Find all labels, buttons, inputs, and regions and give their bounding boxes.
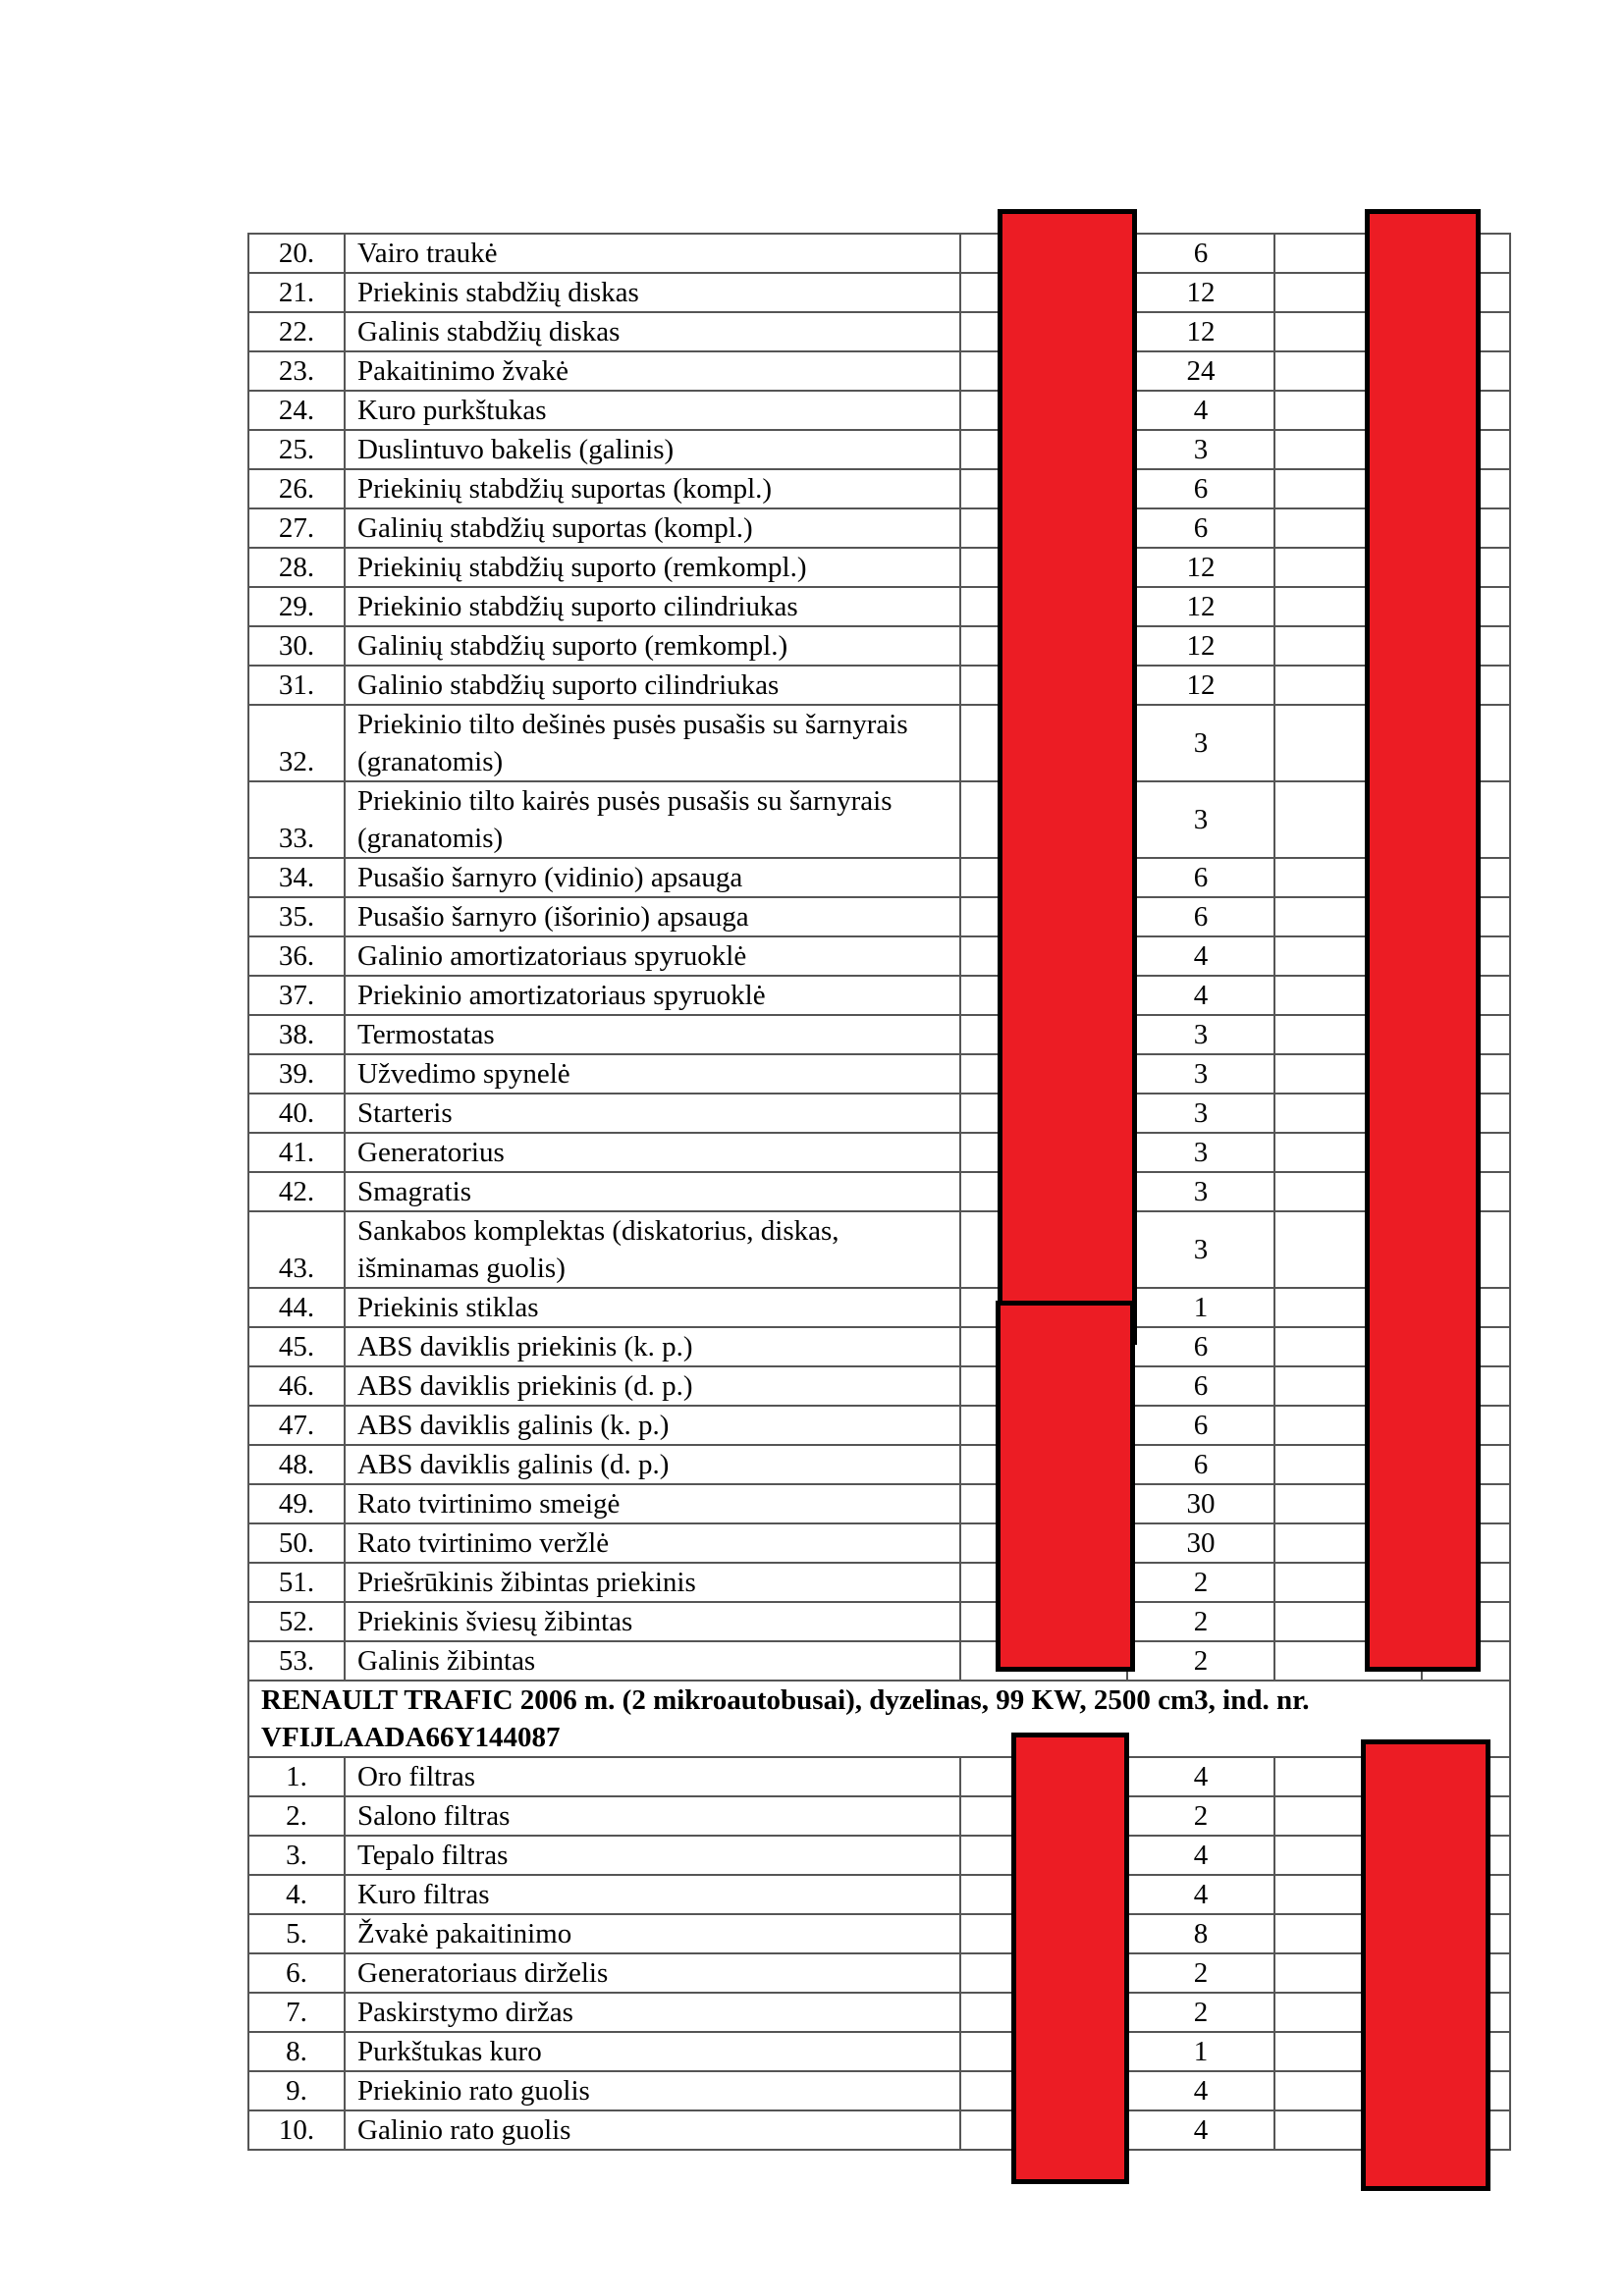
table-row — [248, 273, 1510, 312]
row-number: 39. — [248, 1054, 345, 1094]
table-row — [248, 705, 1510, 781]
part-name: Priekinio tilto dešinės pusės pusašis su šarnyrais (granatomis) — [345, 705, 960, 781]
table-row — [248, 430, 1510, 469]
section-heading-row — [248, 1681, 1510, 1757]
parts-table-body — [248, 234, 1510, 2150]
quantity: 12 — [1127, 587, 1274, 626]
row-number: 40. — [248, 1094, 345, 1133]
row-number: 47. — [248, 1406, 345, 1445]
quantity: 4 — [1127, 1836, 1274, 1875]
part-name: Priešrūkinis žibintas priekinis — [345, 1563, 960, 1602]
row-number: 22. — [248, 312, 345, 351]
row-number: 10. — [248, 2110, 345, 2150]
part-name: Oro filtras — [345, 1757, 960, 1796]
row-number: 2. — [248, 1796, 345, 1836]
redaction-box — [996, 1301, 1135, 1672]
part-name: Vairo traukė — [345, 234, 960, 273]
table-row — [248, 936, 1510, 976]
row-number: 3. — [248, 1836, 345, 1875]
row-number: 35. — [248, 897, 345, 936]
quantity: 6 — [1127, 897, 1274, 936]
part-name: Smagratis — [345, 1172, 960, 1211]
table-row — [248, 1602, 1510, 1641]
quantity: 3 — [1127, 705, 1274, 781]
part-name: Starteris — [345, 1094, 960, 1133]
table-row — [248, 1953, 1510, 1993]
quantity: 2 — [1127, 1602, 1274, 1641]
row-number: 43. — [248, 1211, 345, 1288]
quantity: 12 — [1127, 548, 1274, 587]
row-number: 51. — [248, 1563, 345, 1602]
table-row — [248, 1211, 1510, 1288]
quantity: 4 — [1127, 1757, 1274, 1796]
table-row — [248, 508, 1510, 548]
table-row — [248, 1484, 1510, 1523]
table-row — [248, 1406, 1510, 1445]
row-number: 48. — [248, 1445, 345, 1484]
table-row — [248, 1288, 1510, 1327]
part-name: Priekinių stabdžių suportas (kompl.) — [345, 469, 960, 508]
quantity: 12 — [1127, 666, 1274, 705]
part-name: Kuro purkštukas — [345, 391, 960, 430]
row-number: 7. — [248, 1993, 345, 2032]
table-row — [248, 1993, 1510, 2032]
quantity: 6 — [1127, 1366, 1274, 1406]
table-row — [248, 1523, 1510, 1563]
quantity: 12 — [1127, 273, 1274, 312]
quantity: 2 — [1127, 1641, 1274, 1681]
quantity: 3 — [1127, 430, 1274, 469]
part-name: ABS daviklis galinis (d. p.) — [345, 1445, 960, 1484]
row-number: 29. — [248, 587, 345, 626]
row-number: 34. — [248, 858, 345, 897]
part-name: ABS daviklis priekinis (d. p.) — [345, 1366, 960, 1406]
row-number: 44. — [248, 1288, 345, 1327]
quantity: 2 — [1127, 1563, 1274, 1602]
table-row — [248, 1094, 1510, 1133]
quantity: 6 — [1127, 1445, 1274, 1484]
row-number: 32. — [248, 705, 345, 781]
part-name: Sankabos komplektas (diskatorius, diskas, išminamas guolis) — [345, 1211, 960, 1288]
row-number: 8. — [248, 2032, 345, 2071]
table-row — [248, 2110, 1510, 2150]
redaction-box — [998, 209, 1137, 1345]
quantity: 6 — [1127, 858, 1274, 897]
table-row — [248, 1796, 1510, 1836]
part-name: Priekinis stabdžių diskas — [345, 273, 960, 312]
row-number: 26. — [248, 469, 345, 508]
row-number: 31. — [248, 666, 345, 705]
part-name: Galinis stabdžių diskas — [345, 312, 960, 351]
row-number: 20. — [248, 234, 345, 273]
table-row — [248, 2071, 1510, 2110]
table-row — [248, 1836, 1510, 1875]
part-name: Kuro filtras — [345, 1875, 960, 1914]
table-row — [248, 1054, 1510, 1094]
row-number: 27. — [248, 508, 345, 548]
quantity: 6 — [1127, 1406, 1274, 1445]
table-row — [248, 1133, 1510, 1172]
quantity: 3 — [1127, 1054, 1274, 1094]
quantity: 2 — [1127, 1993, 1274, 2032]
row-number: 53. — [248, 1641, 345, 1681]
part-name: Priekinio rato guolis — [345, 2071, 960, 2110]
quantity: 4 — [1127, 1875, 1274, 1914]
table-row — [248, 1366, 1510, 1406]
part-name: Galinis žibintas — [345, 1641, 960, 1681]
section-heading: RENAULT TRAFIC 2006 m. (2 mikroautobusai), dyzelinas, 99 KW, 2500 cm3, ind. nr. VFIJLAADA66Y144087 — [248, 1681, 1510, 1757]
row-number: 1. — [248, 1757, 345, 1796]
row-number: 25. — [248, 430, 345, 469]
table-row — [248, 1914, 1510, 1953]
parts-table — [247, 233, 1511, 2151]
part-name: Priekinio tilto kairės pusės pusašis su šarnyrais (granatomis) — [345, 781, 960, 858]
quantity: 1 — [1127, 2032, 1274, 2071]
quantity: 6 — [1127, 234, 1274, 273]
row-number: 30. — [248, 626, 345, 666]
quantity: 12 — [1127, 626, 1274, 666]
row-number: 37. — [248, 976, 345, 1015]
row-number: 6. — [248, 1953, 345, 1993]
table-row — [248, 2032, 1510, 2071]
quantity: 4 — [1127, 976, 1274, 1015]
table-row — [248, 391, 1510, 430]
table-row — [248, 234, 1510, 273]
quantity: 30 — [1127, 1484, 1274, 1523]
quantity: 30 — [1127, 1523, 1274, 1563]
quantity: 6 — [1127, 1327, 1274, 1366]
table-row — [248, 781, 1510, 858]
row-number: 50. — [248, 1523, 345, 1563]
part-name: Užvedimo spynelė — [345, 1054, 960, 1094]
part-name: Purkštukas kuro — [345, 2032, 960, 2071]
part-name: ABS daviklis galinis (k. p.) — [345, 1406, 960, 1445]
row-number: 9. — [248, 2071, 345, 2110]
table-row — [248, 1757, 1510, 1796]
table-row — [248, 548, 1510, 587]
quantity: 4 — [1127, 391, 1274, 430]
row-number: 49. — [248, 1484, 345, 1523]
table-row — [248, 1445, 1510, 1484]
part-name: Duslintuvo bakelis (galinis) — [345, 430, 960, 469]
table-row — [248, 312, 1510, 351]
row-number: 46. — [248, 1366, 345, 1406]
part-name: Priekinis šviesų žibintas — [345, 1602, 960, 1641]
table-row — [248, 351, 1510, 391]
part-name: Galinio amortizatoriaus spyruoklė — [345, 936, 960, 976]
part-name: Pakaitinimo žvakė — [345, 351, 960, 391]
table-row — [248, 469, 1510, 508]
quantity: 8 — [1127, 1914, 1274, 1953]
row-number: 52. — [248, 1602, 345, 1641]
row-number: 23. — [248, 351, 345, 391]
part-name: Priekinių stabdžių suporto (remkompl.) — [345, 548, 960, 587]
table-row — [248, 1172, 1510, 1211]
part-name: Salono filtras — [345, 1796, 960, 1836]
part-name: Žvakė pakaitinimo — [345, 1914, 960, 1953]
part-name: Generatoriaus dirželis — [345, 1953, 960, 1993]
part-name: Galinio rato guolis — [345, 2110, 960, 2150]
quantity: 6 — [1127, 508, 1274, 548]
table-row — [248, 626, 1510, 666]
table-row — [248, 587, 1510, 626]
part-name: Priekinis stiklas — [345, 1288, 960, 1327]
row-number: 5. — [248, 1914, 345, 1953]
part-name: Galinio stabdžių suporto cilindriukas — [345, 666, 960, 705]
row-number: 42. — [248, 1172, 345, 1211]
table-row — [248, 1327, 1510, 1366]
quantity: 3 — [1127, 1211, 1274, 1288]
row-number: 45. — [248, 1327, 345, 1366]
quantity: 6 — [1127, 469, 1274, 508]
part-name: ABS daviklis priekinis (k. p.) — [345, 1327, 960, 1366]
row-number: 33. — [248, 781, 345, 858]
quantity: 4 — [1127, 2071, 1274, 2110]
part-name: Galinių stabdžių suporto (remkompl.) — [345, 626, 960, 666]
part-name: Tepalo filtras — [345, 1836, 960, 1875]
table-row — [248, 976, 1510, 1015]
table-row — [248, 1641, 1510, 1681]
table-row — [248, 666, 1510, 705]
row-number: 24. — [248, 391, 345, 430]
row-number: 28. — [248, 548, 345, 587]
redaction-box — [1011, 1733, 1129, 2184]
part-name: Priekinio amortizatoriaus spyruoklė — [345, 976, 960, 1015]
row-number: 38. — [248, 1015, 345, 1054]
quantity: 3 — [1127, 1133, 1274, 1172]
part-name: Generatorius — [345, 1133, 960, 1172]
part-name: Pusašio šarnyro (išorinio) apsauga — [345, 897, 960, 936]
table-row — [248, 897, 1510, 936]
redaction-box — [1361, 1739, 1490, 2191]
redaction-box — [1365, 209, 1481, 1672]
row-number: 36. — [248, 936, 345, 976]
quantity: 3 — [1127, 1015, 1274, 1054]
table-row — [248, 858, 1510, 897]
row-number: 41. — [248, 1133, 345, 1172]
part-name: Rato tvirtinimo smeigė — [345, 1484, 960, 1523]
part-name: Rato tvirtinimo veržlė — [345, 1523, 960, 1563]
quantity: 1 — [1127, 1288, 1274, 1327]
quantity: 2 — [1127, 1953, 1274, 1993]
row-number: 21. — [248, 273, 345, 312]
quantity: 3 — [1127, 1172, 1274, 1211]
table-row — [248, 1563, 1510, 1602]
quantity: 3 — [1127, 1094, 1274, 1133]
table-row — [248, 1015, 1510, 1054]
quantity: 3 — [1127, 781, 1274, 858]
quantity: 12 — [1127, 312, 1274, 351]
part-name: Pusašio šarnyro (vidinio) apsauga — [345, 858, 960, 897]
quantity: 4 — [1127, 936, 1274, 976]
table-row — [248, 1875, 1510, 1914]
row-number: 4. — [248, 1875, 345, 1914]
part-name: Termostatas — [345, 1015, 960, 1054]
quantity: 4 — [1127, 2110, 1274, 2150]
part-name: Priekinio stabdžių suporto cilindriukas — [345, 587, 960, 626]
quantity: 24 — [1127, 351, 1274, 391]
part-name: Galinių stabdžių suportas (kompl.) — [345, 508, 960, 548]
quantity: 2 — [1127, 1796, 1274, 1836]
part-name: Paskirstymo diržas — [345, 1993, 960, 2032]
